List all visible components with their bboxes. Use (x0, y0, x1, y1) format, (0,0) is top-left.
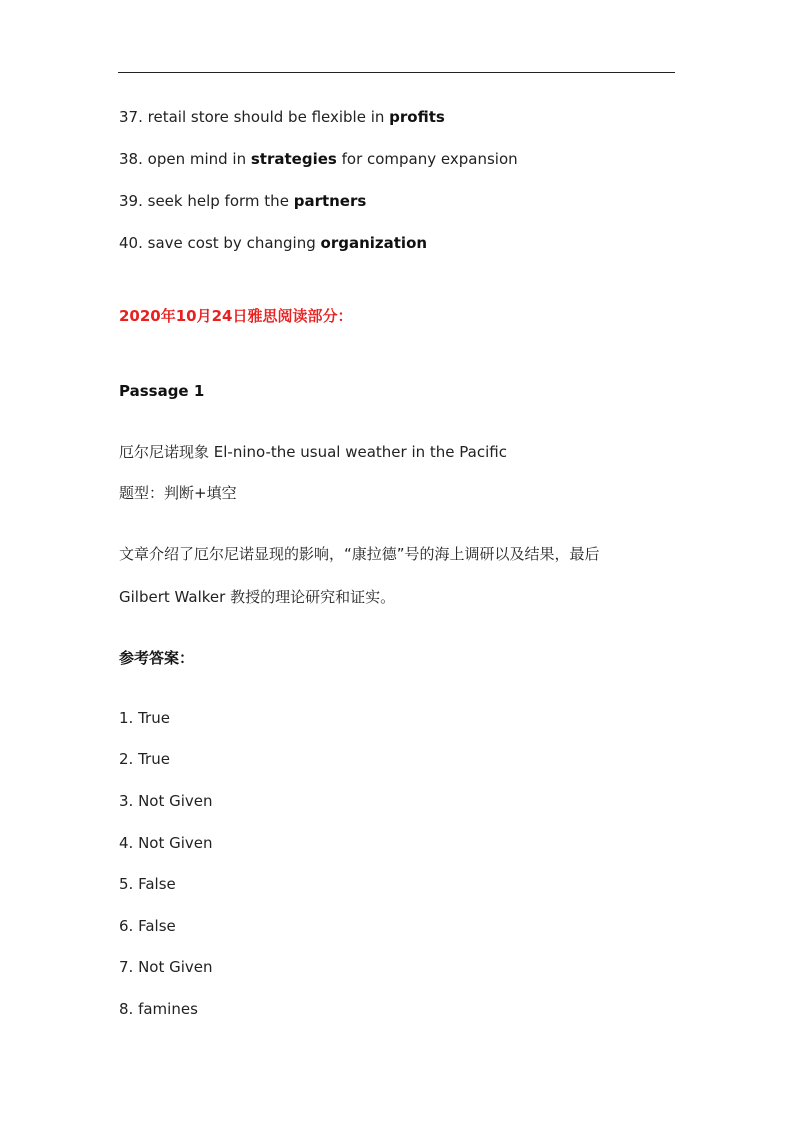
answer-text-after: for company expansion (341, 150, 518, 168)
answer-text: seek help form the (147, 192, 289, 210)
answer-text: save cost by changing (147, 234, 316, 252)
answer-number: 39. (119, 192, 143, 210)
answers-heading: 参考答案： (119, 649, 195, 667)
passage-title: Passage 1 (119, 382, 205, 400)
answer-number: 37. (119, 108, 143, 126)
summary-line-2: Gilbert Walker 教授的理论研究和证实。 (119, 588, 396, 606)
answer-text: retail store should be flexible in (147, 108, 385, 126)
answer-40 (119, 233, 427, 253)
section-heading: 2020年10月24日雅思阅读部分： (119, 307, 353, 325)
answer-number: 40. (119, 234, 143, 252)
reading-answer-4: 4. Not Given (119, 834, 213, 852)
reading-answer-8: 8. famines (119, 1000, 198, 1018)
header-rule (118, 72, 675, 73)
answer-text: open mind in (147, 150, 247, 168)
passage-topic: 厄尔尼诺现象 El-nino-the usual weather in the Pacific (119, 443, 507, 461)
reading-answer-7: 7. Not Given (119, 958, 213, 976)
answer-keyword: profits (389, 108, 445, 126)
reading-answer-3: 3. Not Given (119, 792, 213, 810)
answer-37 (119, 107, 445, 127)
reading-answer-5: 5. False (119, 875, 176, 893)
answer-keyword: organization (320, 234, 428, 252)
reading-answer-2: 2. True (119, 750, 170, 768)
answer-38 (119, 149, 518, 169)
answer-keyword: strategies (250, 150, 337, 168)
question-types: 题型：判断+填空 (119, 484, 237, 502)
reading-answer-6: 6. False (119, 917, 176, 935)
answer-39 (119, 191, 366, 211)
answer-number: 38. (119, 150, 143, 168)
reading-answer-1: 1. True (119, 709, 170, 727)
answer-keyword: partners (293, 192, 367, 210)
summary-line-1: 文章介绍了厄尔尼诺显现的影响，“康拉德”号的海上调研以及结果，最后 (119, 545, 600, 563)
